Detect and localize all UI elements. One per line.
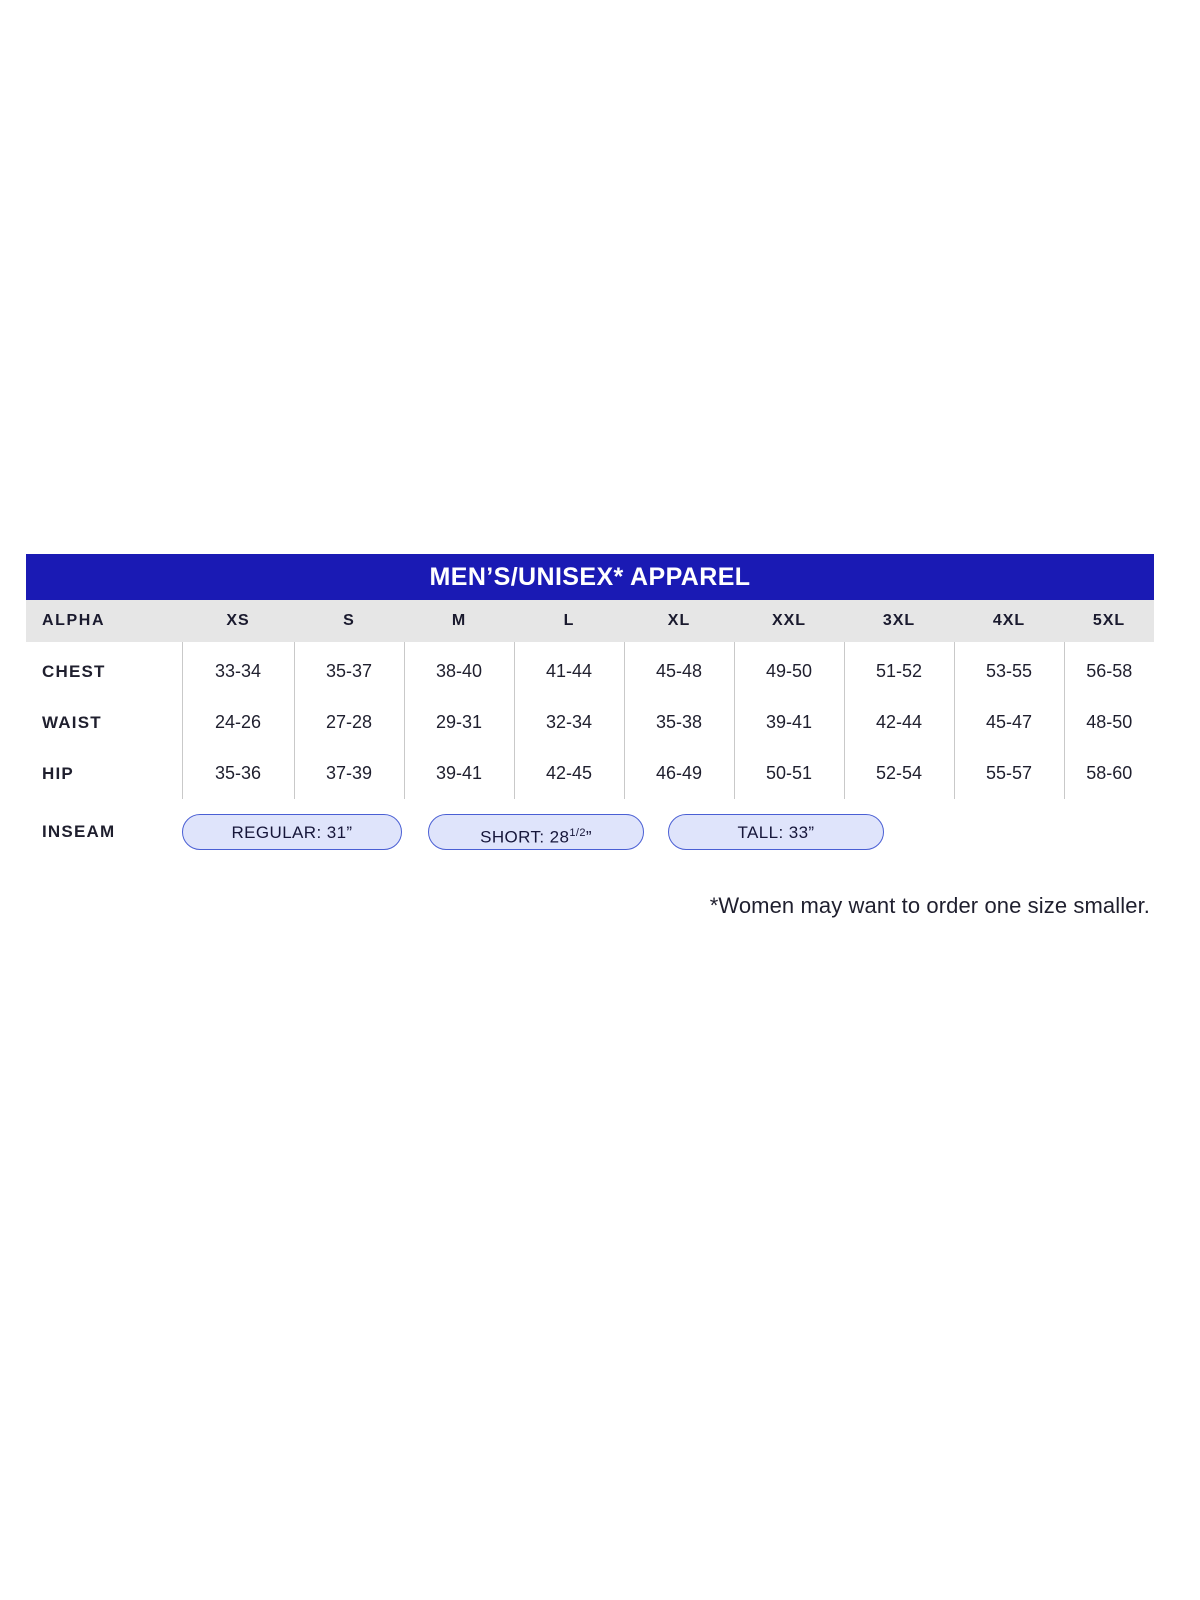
header-alpha: ALPHA (26, 600, 182, 642)
header-l: L (514, 600, 624, 642)
size-chart (26, 554, 1154, 919)
cell-chest-3xl: 51-52 (844, 642, 954, 697)
cell-hip-5xl: 58-60 (1086, 763, 1133, 783)
inseam-short-prefix: SHORT: 28 (480, 827, 570, 847)
header-5xl: 5XL (1064, 600, 1154, 642)
header-3xl: 3XL (844, 600, 954, 642)
size-table (26, 600, 1154, 799)
header-s: S (294, 600, 404, 642)
row-label-inseam: INSEAM (42, 822, 116, 841)
cell-chest-xxl: 49-50 (734, 642, 844, 697)
table-row (26, 748, 1154, 799)
cell-hip-s: 37-39 (294, 748, 404, 799)
cell-waist-xs: 24-26 (182, 697, 294, 748)
cell-waist-5xl: 48-50 (1086, 712, 1133, 732)
inseam-row (26, 801, 1154, 863)
inseam-option-regular[interactable]: REGULAR: 31” (182, 814, 402, 850)
cell-hip-3xl: 52-54 (844, 748, 954, 799)
cell-waist-4xl: 45-47 (954, 697, 1064, 748)
cell-chest-m: 38-40 (404, 642, 514, 697)
cell-chest-s: 35-37 (294, 642, 404, 697)
cell-waist-3xl: 42-44 (844, 697, 954, 748)
table-row (26, 642, 1154, 697)
cell-hip-4xl: 55-57 (954, 748, 1064, 799)
footnote: *Women may want to order one size smaller. (709, 893, 1150, 918)
cell-hip-l: 42-45 (514, 748, 624, 799)
cell-hip-xs: 35-36 (182, 748, 294, 799)
table-row (26, 697, 1154, 748)
cell-chest-l: 41-44 (514, 642, 624, 697)
header-m: M (404, 600, 514, 642)
cell-chest-4xl: 53-55 (954, 642, 1064, 697)
inseam-short-fraction: 1/2 (569, 827, 586, 839)
inseam-option-short[interactable] (428, 814, 644, 850)
header-xs: XS (182, 600, 294, 642)
cell-hip-xl: 46-49 (624, 748, 734, 799)
header-xl: XL (624, 600, 734, 642)
inseam-short-suffix: ” (585, 827, 592, 847)
row-label-hip: HIP (26, 748, 182, 799)
cell-chest-xl: 45-48 (624, 642, 734, 697)
cell-waist-s: 27-28 (294, 697, 404, 748)
cell-hip-xxl: 50-51 (734, 748, 844, 799)
inseam-option-tall[interactable]: TALL: 33” (668, 814, 884, 850)
cell-waist-m: 29-31 (404, 697, 514, 748)
header-4xl: 4XL (954, 600, 1064, 642)
row-label-waist: WAIST (26, 697, 182, 748)
row-label-chest: CHEST (26, 642, 182, 697)
cell-waist-xl: 35-38 (624, 697, 734, 748)
header-xxl: XXL (734, 600, 844, 642)
cell-hip-m: 39-41 (404, 748, 514, 799)
chart-title: MEN’S/UNISEX* APPAREL (26, 554, 1154, 600)
table-header-row (26, 600, 1154, 642)
cell-chest-xs: 33-34 (182, 642, 294, 697)
cell-waist-xxl: 39-41 (734, 697, 844, 748)
cell-chest-5xl: 56-58 (1086, 661, 1133, 681)
cell-waist-l: 32-34 (514, 697, 624, 748)
